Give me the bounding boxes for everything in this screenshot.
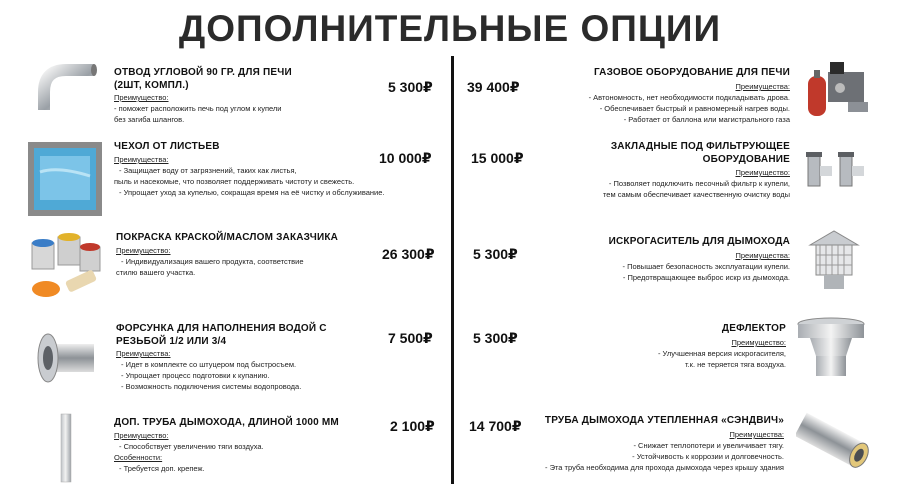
option-price: 14 700₽	[469, 418, 522, 434]
option-title: ТРУБА ДЫМОХОДА УТЕПЛЕННАЯ «СЭНДВИЧ»	[544, 415, 784, 426]
advantage-line: - Обеспечивает быстрый и равномерный нагрев воды.	[599, 104, 790, 113]
option-title: ДОП. ТРУБА ДЫМОХОДА, ДЛИНОЙ 1000 ММ	[114, 417, 339, 428]
advantages-label: Преимущества:	[735, 82, 790, 91]
advantages-label: Преимущества:	[735, 251, 790, 260]
leaf-cover-icon	[28, 142, 102, 216]
advantage-line: - Упрощает процесс подготовки к купанию.	[121, 371, 270, 380]
advantages-label: Преимущество:	[114, 93, 169, 102]
option-title: ИСКРОГАСИТЕЛЬ ДЛЯ ДЫМОХОДА	[608, 236, 790, 247]
advantage-line: - Работает от баллона или магистрального газа	[623, 115, 790, 124]
option-sandwich-pipe	[456, 410, 900, 500]
advantage-line: - поможет расположить печь под углом к купели	[114, 104, 282, 113]
advantage-line: - Автономность, нет необходимости подкладывать дрова.	[588, 93, 790, 102]
features-label: Особенности:	[114, 453, 163, 462]
option-price: 39 400₽	[467, 79, 520, 95]
advantage-line: т.к. не теряется тяга воздуха.	[684, 360, 786, 369]
advantages-label: Преимущества:	[729, 430, 784, 439]
option-painting	[0, 229, 450, 319]
advantage-line: - Повышает безопасность эксплуатации купели.	[622, 262, 790, 271]
advantage-line: - Индивидуализация вашего продукта, соответствие	[121, 257, 304, 266]
chimney-pipe-icon	[58, 412, 74, 484]
option-gas-equipment	[456, 52, 900, 142]
advantage-line: - Защищает воду от загрязнений, таких как листья,	[119, 166, 297, 175]
option-title: ФОРСУНКА ДЛЯ НАПОЛНЕНИЯ ВОДОЙ С РЕЗЬБОЙ 1/2 ИЛИ 3/4	[116, 323, 327, 347]
option-price: 10 000₽	[379, 150, 432, 166]
page-title: ДОПОЛНИТЕЛЬНЫЕ ОПЦИИ	[178, 8, 722, 49]
option-title	[490, 140, 790, 166]
option-title: ДЕФЛЕКТОР	[721, 323, 786, 334]
elbow-pipe-icon	[36, 58, 100, 114]
advantage-line: - Устойчивость к коррозии и долговечность.	[632, 452, 784, 461]
option-leaf-cover	[0, 138, 450, 228]
option-title: ЧЕХОЛ ОТ ЛИСТЬЕВ	[114, 141, 220, 152]
advantage-line: тем самым обеспечивает качественную очистку воды	[602, 190, 790, 199]
advantage-line: - Улучшенная версия искрогасителя,	[657, 349, 786, 358]
advantage-line: - Упрощает уход за купелью, сокращая время на её чистку и обслуживание.	[119, 188, 385, 197]
option-title-text: ЗАКЛАДНЫЕ ПОД ФИЛЬТРУЮЩЕЕ ОБОРУДОВАНИЕ	[610, 141, 790, 165]
option-price: 7 500₽	[388, 330, 433, 346]
option-chimney-pipe	[0, 410, 450, 500]
advantages-label: Преимущество:	[114, 431, 169, 440]
option-deflector	[456, 318, 900, 408]
option-title: ГАЗОВОЕ ОБОРУДОВАНИЕ ДЛЯ ПЕЧИ	[593, 67, 790, 78]
option-title: ОТВОД УГЛОВОЙ 90 ГР. ДЛЯ ПЕЧИ (2ШТ, КОМПЛ.)	[114, 67, 292, 91]
advantage-line: - Идет в комплекте со штуцером под быстросъем.	[121, 360, 297, 369]
advantages-label: Преимущество:	[116, 246, 171, 255]
advantages-label: Преимущество:	[735, 168, 790, 177]
advantages-label: Преимущества:	[114, 155, 169, 164]
option-price: 15 000₽	[471, 150, 524, 166]
option-price: 5 300₽	[473, 330, 518, 346]
option-filter-fittings	[456, 138, 900, 228]
deflector-icon	[796, 316, 866, 380]
advantage-line: - Снижает теплопотери и увеличивает тягу.	[633, 441, 784, 450]
advantage-line: - Эта труба необходима для прохода дымохода через крышу здания	[544, 463, 784, 472]
advantage-line: - Предотвращающее выброс искр из дымохода.	[622, 273, 790, 282]
spark-arrester-icon	[806, 229, 862, 293]
advantage-line: - Возможность подключения системы водопровода.	[121, 382, 302, 391]
option-title: ПОКРАСКА КРАСКОЙ/МАСЛОМ ЗАКАЗЧИКА	[116, 232, 339, 243]
option-price: 26 300₽	[382, 246, 435, 262]
advantage-line: без загиба шлангов.	[114, 115, 185, 124]
option-price: 2 100₽	[390, 418, 435, 434]
option-price: 5 300₽	[388, 79, 433, 95]
nozzle-icon	[32, 330, 98, 388]
feature-line: - Требуется доп. крепеж.	[119, 464, 205, 473]
sandwich-pipe-icon	[796, 408, 876, 478]
advantage-line: - Позволяет подключить песочный фильтр к купели,	[608, 179, 790, 188]
advantages-label: Преимущество:	[731, 338, 786, 347]
option-elbow	[0, 52, 450, 142]
advantages-label: Преимущества:	[116, 349, 171, 358]
option-price: 5 300₽	[473, 246, 518, 262]
filter-fittings-icon	[804, 148, 868, 194]
gas-equipment-icon	[804, 58, 872, 120]
option-nozzle	[0, 318, 450, 408]
option-spark-arrester	[456, 229, 900, 319]
paint-cans-icon	[28, 231, 102, 305]
advantage-line: - Способствует увеличению тяги воздуха.	[119, 442, 264, 451]
advantage-line: стилю вашего участка.	[116, 268, 196, 277]
advantage-line: пыль и насекомые, что позволяет поддерживать чистоту и свежесть.	[114, 177, 355, 186]
